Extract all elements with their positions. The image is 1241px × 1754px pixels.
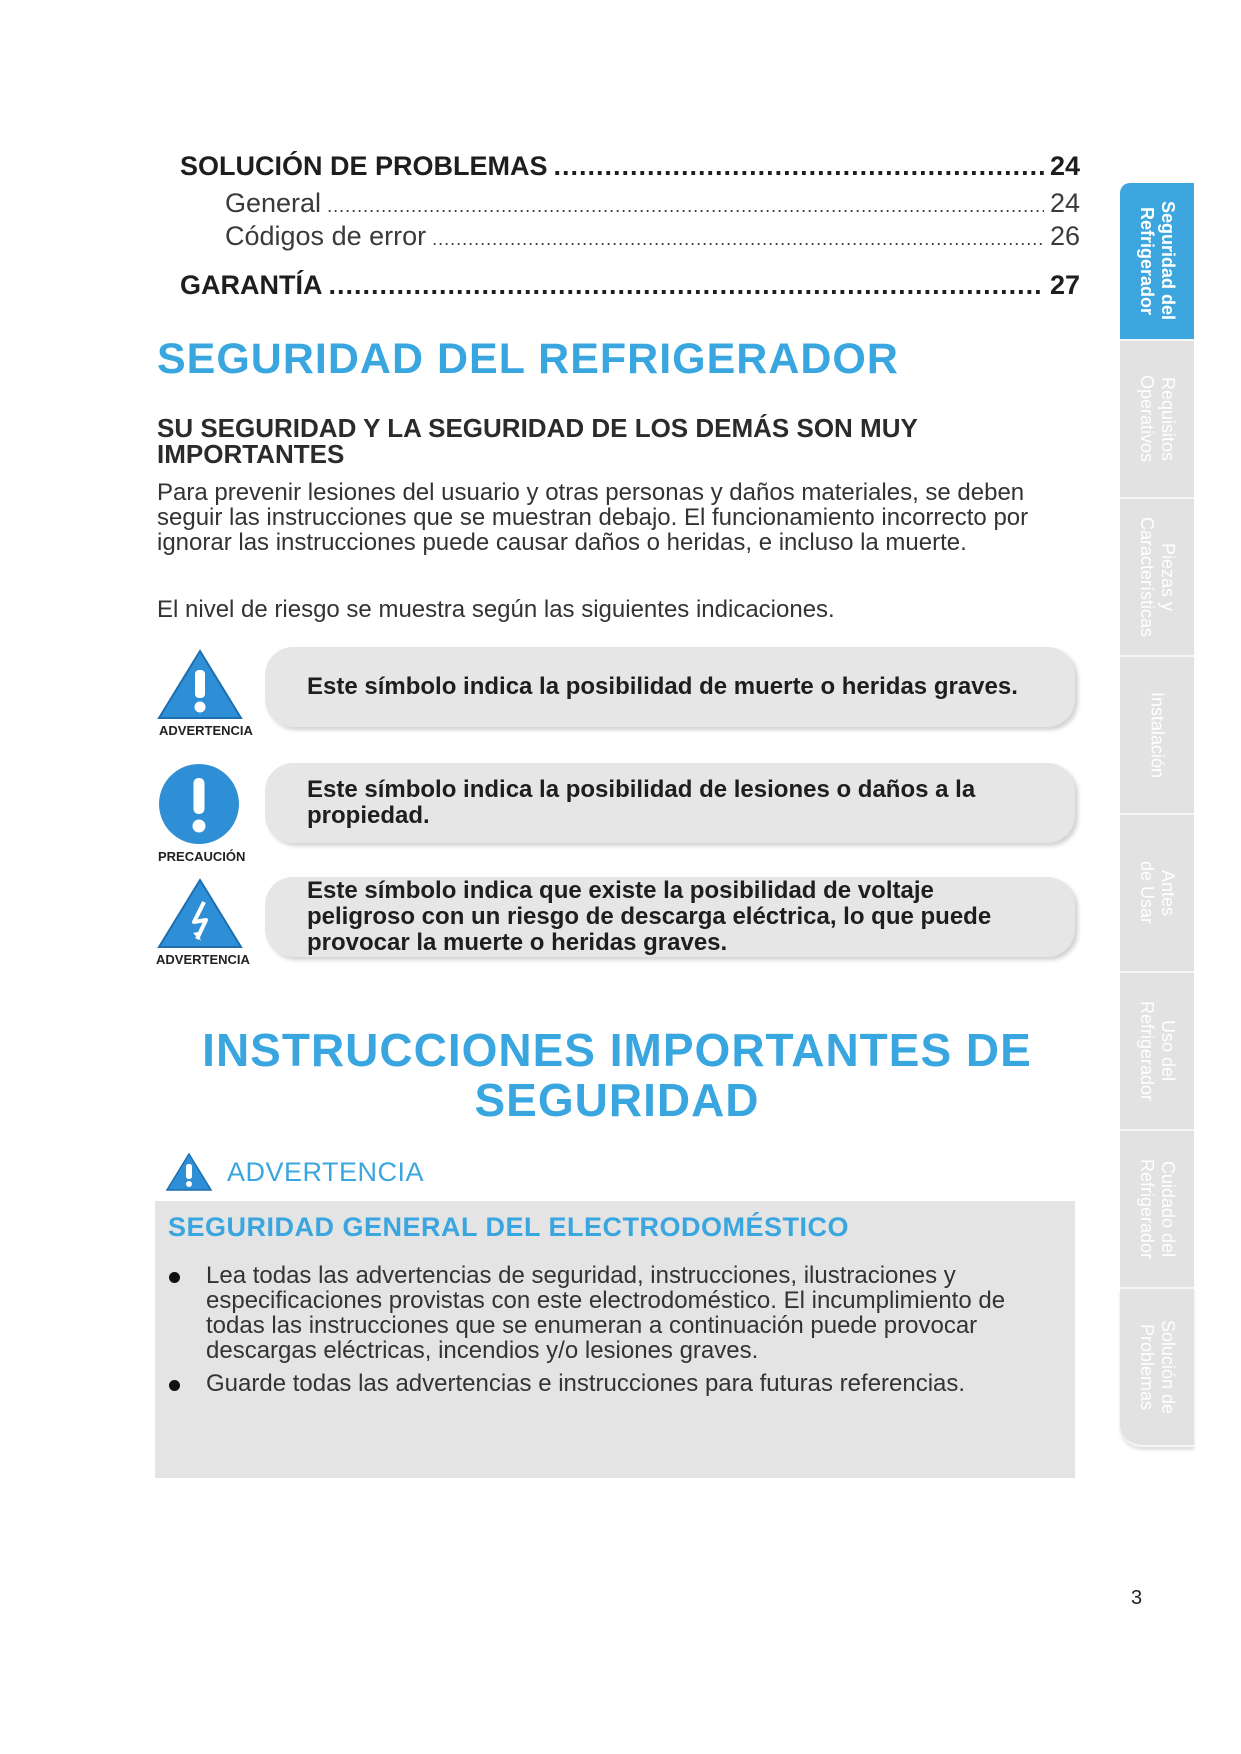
symbol-description-text: Este símbolo indica la posibilidad de muerte o heridas graves.	[307, 673, 1018, 700]
list-item-text: Guarde todas las advertencias e instrucciones para futuras referencias.	[206, 1370, 966, 1397]
intro-paragraph: Para prevenir lesiones del usuario y otras personas y daños materiales, se deben seguir las instrucciones que se muestran debajo. El funcionamiento incorrecto por ignorar las instrucciones puede causar daños o heridas, e incluso la muerte.	[157, 479, 1029, 556]
tab-instalacion[interactable]	[1120, 657, 1194, 815]
toc-label: GARANTÍA	[180, 270, 323, 300]
warning-label: ADVERTENCIA	[227, 1156, 425, 1187]
tab-requisitos[interactable]	[1120, 341, 1194, 499]
toc-label: SOLUCIÓN DE PROBLEMAS	[180, 151, 548, 181]
toc-leader-dots	[329, 270, 1044, 301]
toc-entry-warranty[interactable]	[180, 270, 1080, 301]
symbol-description-box	[265, 877, 1075, 957]
bullet-icon	[169, 1380, 180, 1391]
toc-leader-dots	[432, 229, 1044, 250]
toc-entry-problems[interactable]	[180, 151, 1080, 182]
electric-shock-triangle-icon	[157, 877, 243, 949]
tab-antes-de-usar[interactable]	[1120, 815, 1194, 973]
list-item	[155, 1371, 1075, 1396]
tab-piezas[interactable]	[1120, 499, 1194, 657]
tab-label: Instalación	[1147, 691, 1168, 779]
symbol-description-box	[265, 647, 1075, 727]
symbol-caption-warning: ADVERTENCIA	[156, 952, 250, 967]
tab-label: Seguridad del Refrigerador	[1137, 201, 1178, 321]
warning-triangle-icon	[165, 1152, 213, 1192]
bullet-icon	[169, 1272, 180, 1283]
tab-label: Uso del Refrigerador	[1137, 1000, 1178, 1102]
toc-page-number: 24	[1049, 188, 1080, 218]
warning-heading	[165, 1152, 424, 1192]
tab-seguridad[interactable]	[1120, 183, 1194, 341]
toc-label: Códigos de error	[225, 221, 427, 251]
tab-cuidado[interactable]	[1120, 1131, 1194, 1289]
page-number: 3	[1131, 1587, 1143, 1609]
instructions-title: INSTRUCCIONES IMPORTANTES DE SEGURIDAD	[202, 1024, 1032, 1126]
tab-solucion[interactable]	[1120, 1289, 1194, 1447]
tab-label: Solución de Problemas	[1137, 1319, 1178, 1415]
toc-page-number: 27	[1049, 270, 1080, 300]
toc-leader-dots	[554, 151, 1044, 182]
tab-label: Antes de Usar	[1137, 861, 1178, 925]
toc-entry-general[interactable]	[225, 188, 1080, 219]
tab-label: Requisitos Operativos	[1137, 375, 1178, 463]
general-safety-list	[155, 1263, 1075, 1404]
tab-uso[interactable]	[1120, 973, 1194, 1131]
symbol-description-box	[265, 763, 1075, 843]
list-item	[155, 1263, 1075, 1363]
tab-label: Cuidado del Refrigerador	[1137, 1158, 1178, 1260]
general-safety-title: SEGURIDAD GENERAL DEL ELECTRODOMÉSTICO	[168, 1212, 850, 1242]
page-title: SEGURIDAD DEL REFRIGERADOR	[157, 335, 899, 383]
warning-triangle-icon	[157, 648, 243, 720]
symbol-description-text: Este símbolo indica la posibilidad de lesiones o daños a la propiedad.	[307, 776, 976, 829]
tab-label: Piezas y Características	[1137, 516, 1178, 638]
symbol-caption-caution: PRECAUCIÓN	[158, 849, 246, 864]
toc-leader-dots	[327, 196, 1044, 217]
toc-page-number: 24	[1049, 151, 1080, 181]
risk-paragraph: El nivel de riesgo se muestra según las siguientes indicaciones.	[157, 596, 835, 623]
symbol-description-text: Este símbolo indica que existe la posibilidad de voltaje peligroso con un riesgo de descarga eléctrica, lo que puede provocar la muerte o heridas graves.	[307, 877, 992, 956]
symbol-caption-warning: ADVERTENCIA	[159, 723, 253, 738]
general-safety-box	[155, 1201, 1075, 1478]
caution-circle-icon	[158, 763, 240, 845]
section-subtitle: SU SEGURIDAD Y LA SEGURIDAD DE LOS DEMÁS SON MUY IMPORTANTES	[157, 413, 918, 469]
list-item-text: Lea todas las advertencias de seguridad, instrucciones, ilustraciones y especificaciones provistas con este electrodoméstico. El incumplimiento de todas las instrucciones que se enumeran a continuación puede provocar descargas eléctricas, incendios y/o lesiones graves.	[206, 1262, 1006, 1364]
toc-entry-error-codes[interactable]	[225, 221, 1080, 252]
toc-label: General	[225, 188, 322, 218]
toc-page-number: 26	[1049, 221, 1080, 251]
